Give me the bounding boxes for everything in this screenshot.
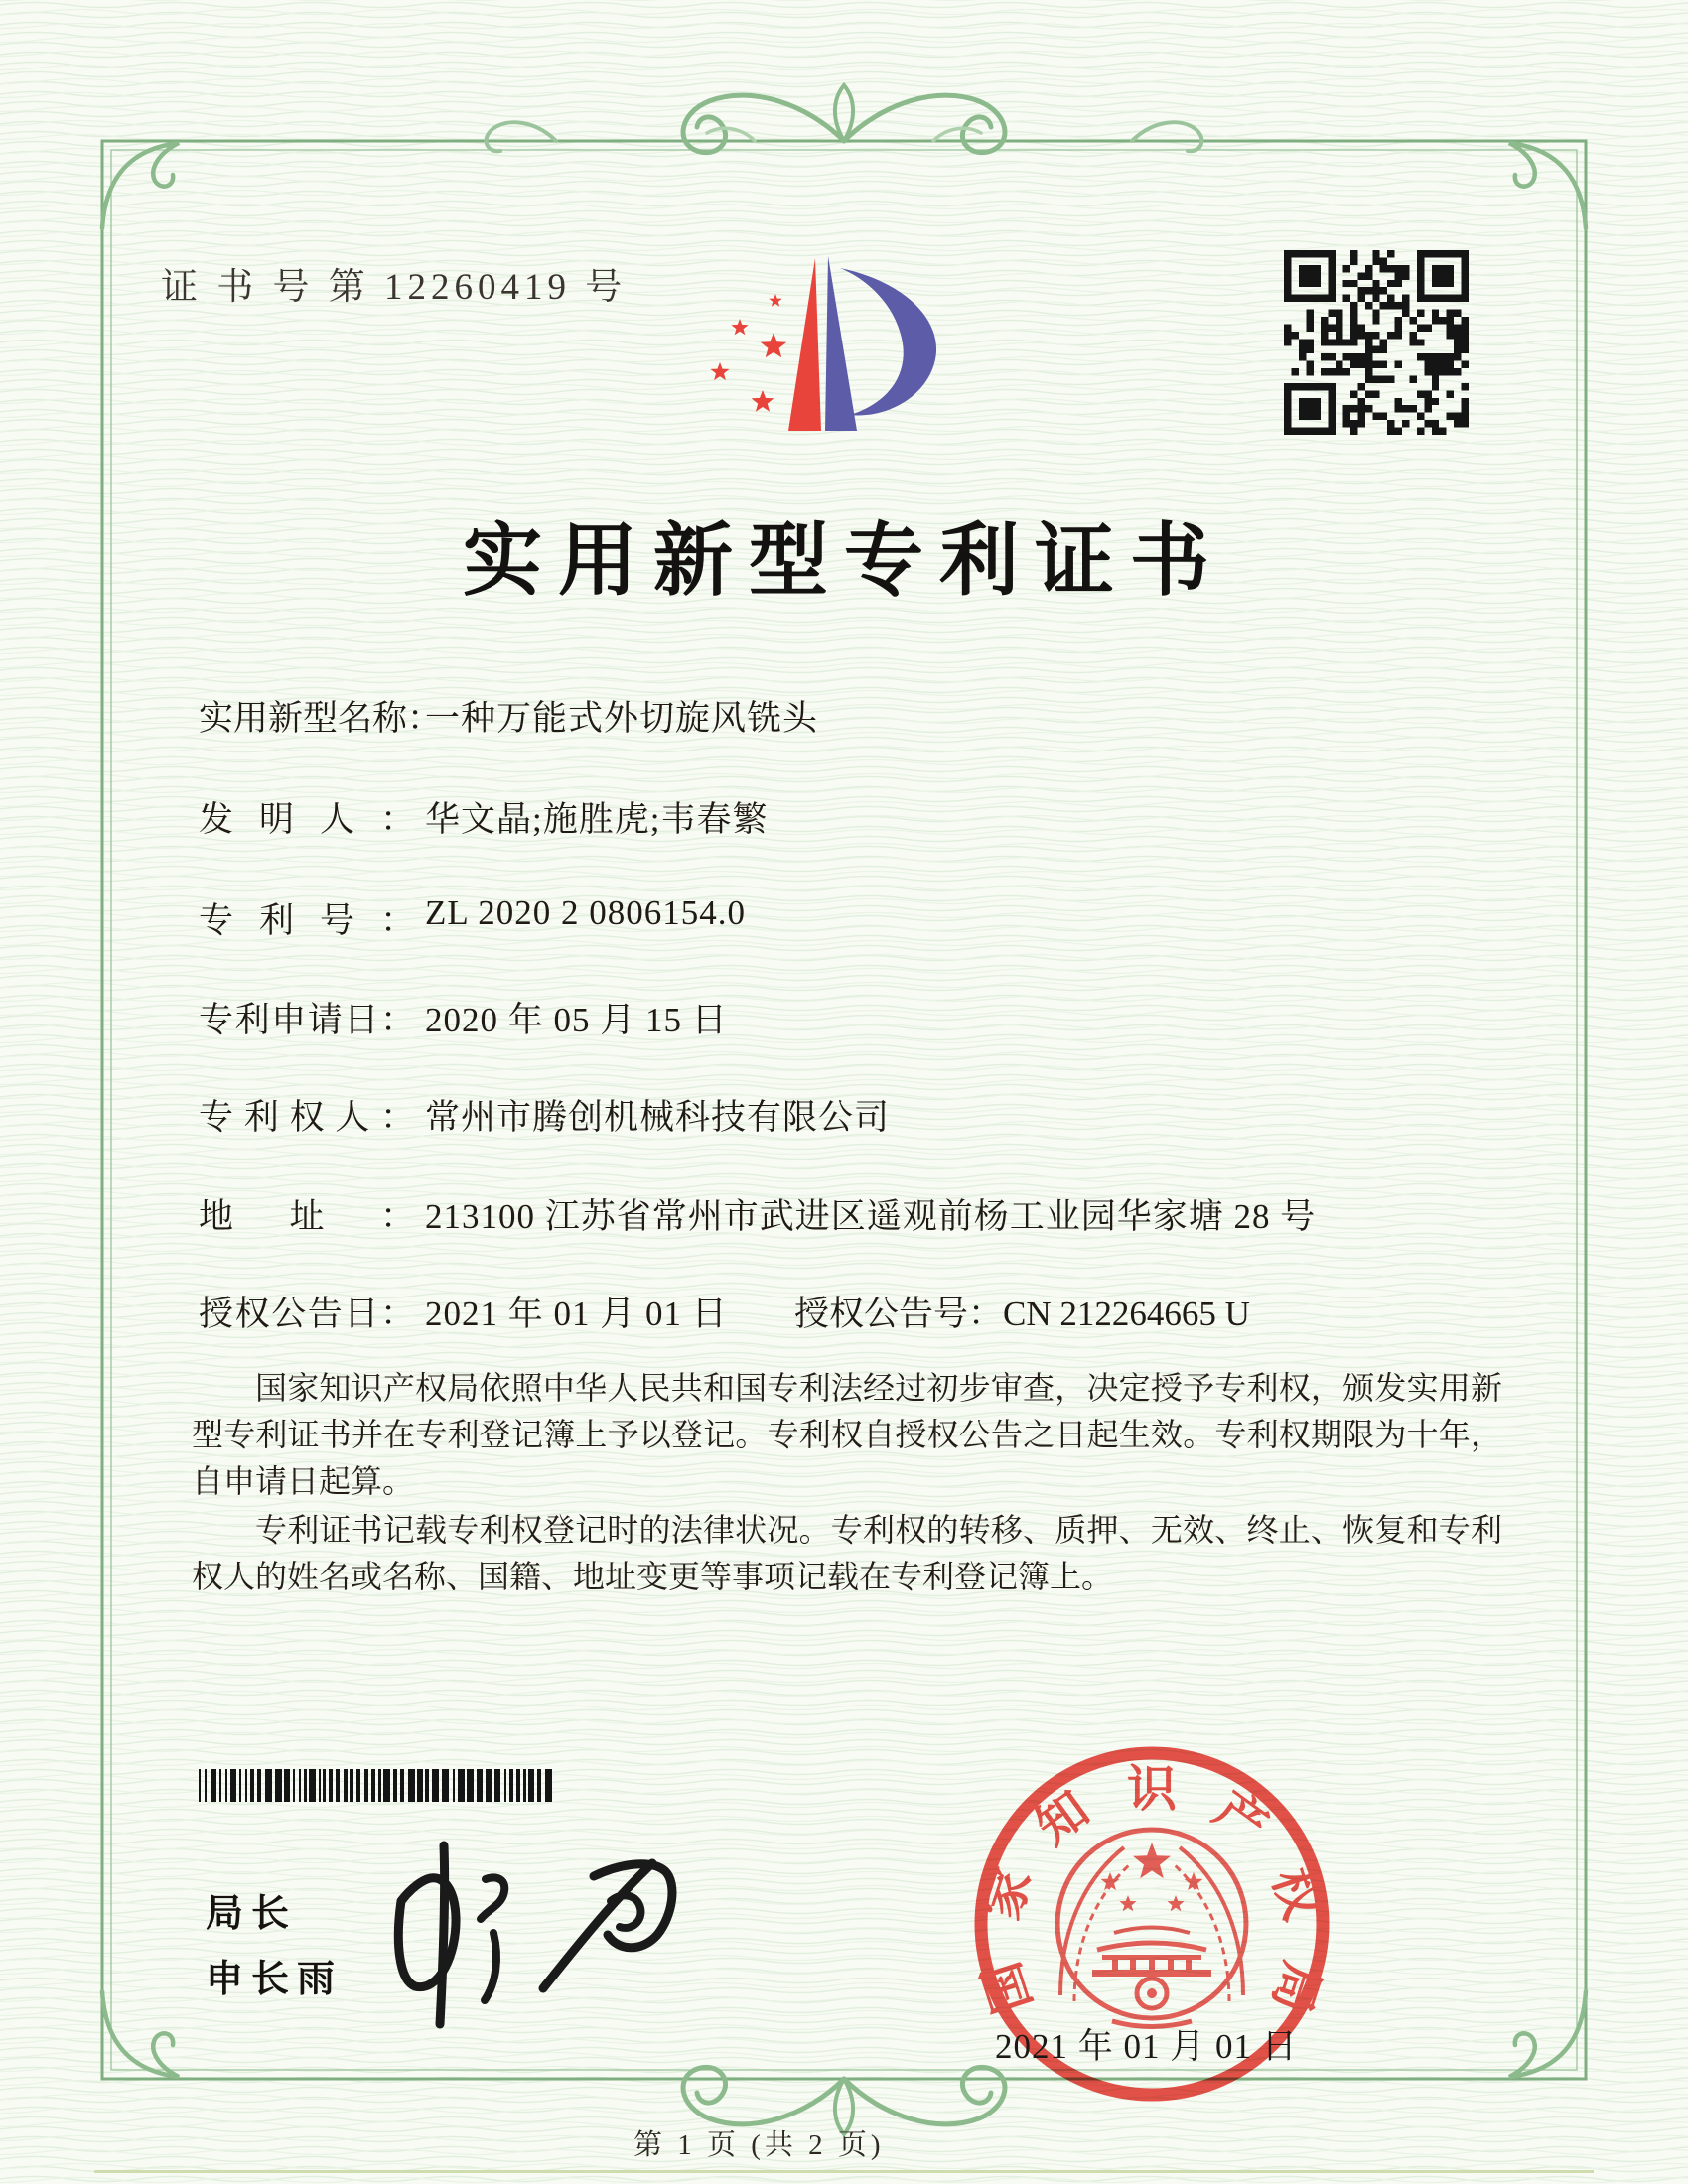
barcode-bar xyxy=(486,1769,492,1802)
barcode-bar xyxy=(523,1769,526,1802)
barcode-bar xyxy=(442,1769,449,1802)
barcode-bar xyxy=(458,1769,465,1802)
barcode-bar xyxy=(545,1769,552,1802)
field-row-patentee xyxy=(199,1090,890,1140)
svg-text:产: 产 xyxy=(1204,1780,1278,1855)
field-row-grant-date xyxy=(199,1287,728,1336)
field-row-patent-no xyxy=(199,893,746,943)
barcode-bar xyxy=(344,1769,348,1802)
barcode-bar xyxy=(417,1769,423,1802)
field-label: 授权公告号： xyxy=(794,1295,1004,1333)
seal-date: 2021 年 01 月 01 日 xyxy=(995,2027,1298,2066)
barcode-bar xyxy=(509,1769,513,1802)
grant-number xyxy=(794,1287,1250,1336)
field-label: 专利申请日： xyxy=(199,1001,415,1039)
svg-text:权: 权 xyxy=(1262,1861,1331,1927)
barcode-bar xyxy=(309,1769,316,1802)
barcode-bar xyxy=(250,1769,254,1802)
barcode-bar xyxy=(275,1769,282,1802)
field-row-name xyxy=(199,691,818,741)
certificate-number: 证 书 号 第 12260419 号 xyxy=(161,267,628,308)
barcode-bar xyxy=(323,1769,326,1802)
field-value: 2020 年 05 月 15 日 xyxy=(425,1001,728,1039)
svg-text:知: 知 xyxy=(1026,1780,1099,1855)
barcode-bar xyxy=(393,1769,397,1802)
field-label: 实用新型名称： xyxy=(199,699,443,738)
barcode-bar xyxy=(371,1769,375,1802)
barcode-bar xyxy=(257,1769,261,1802)
barcode-bar xyxy=(299,1769,301,1802)
field-label: 地址： xyxy=(199,1197,415,1236)
cnipa-logo-icon xyxy=(683,230,951,439)
certificate-title: 实用新型专利证书 xyxy=(463,518,1225,606)
signer-name: 申长雨 xyxy=(206,1959,344,2000)
field-value: 一种万能式外切旋风铣头 xyxy=(425,699,819,738)
barcode-bar xyxy=(400,1769,404,1802)
field-row-filing-date xyxy=(199,993,728,1042)
barcode-bar xyxy=(350,1769,353,1802)
barcode-bar xyxy=(516,1769,520,1802)
field-value: 2021 年 01 月 01 日 xyxy=(425,1295,728,1333)
field-label: 发明人： xyxy=(199,800,415,839)
field-value: 华文晶;施胜虎;韦春繁 xyxy=(425,800,769,839)
body-paragraph-2: 专利证书记载专利权登记时的法律状况。专利权的转移、质押、无效、终止、恢复和专利权人的姓名或名称、国籍、地址变更等事项记载在专利登记簿上。 xyxy=(192,1512,1502,1594)
field-value: 213100 江苏省常州市武进区遥观前杨工业园华家塘 28 号 xyxy=(425,1197,1317,1236)
field-value: 常州市腾创机械科技有限公司 xyxy=(425,1098,891,1137)
barcode xyxy=(199,1769,561,1802)
barcode-bar xyxy=(494,1769,500,1802)
barcode-bar xyxy=(245,1769,247,1802)
barcode-bar xyxy=(239,1769,241,1802)
scan-edge-line xyxy=(94,2170,1594,2173)
flourish-top-sides xyxy=(487,122,1202,151)
barcode-bar xyxy=(284,1769,290,1802)
barcode-bar xyxy=(383,1769,390,1802)
svg-text:国: 国 xyxy=(973,1955,1042,2020)
barcode-bar xyxy=(293,1769,295,1802)
barcode-bar xyxy=(356,1769,360,1802)
svg-text:局: 局 xyxy=(1262,1955,1331,2020)
barcode-bar xyxy=(537,1769,541,1802)
barcode-bar xyxy=(319,1769,321,1802)
barcode-bar xyxy=(211,1769,216,1802)
barcode-bar xyxy=(378,1769,381,1802)
field-value: CN 212264665 U xyxy=(1003,1295,1250,1333)
barcode-bar xyxy=(205,1769,207,1802)
barcode-bar xyxy=(265,1769,272,1802)
barcode-bar xyxy=(225,1769,227,1802)
barcode-bar xyxy=(467,1769,474,1802)
barcode-bar xyxy=(199,1769,201,1802)
barcode-bar xyxy=(364,1769,368,1802)
barcode-bar xyxy=(504,1769,506,1802)
body-paragraph-1: 国家知识产权局依照中华人民共和国专利法经过初步审查，决定授予专利权，颁发实用新型专利证书并在专利登记簿上予以登记。专利权自授权公告之日起生效。专利权期限为十年，自申请日起算。 xyxy=(192,1370,1502,1499)
field-row-address xyxy=(199,1189,1316,1239)
barcode-bar xyxy=(432,1769,439,1802)
page-footer: 第 1 页 (共 2 页) xyxy=(633,2129,885,2161)
barcode-bar xyxy=(304,1769,307,1802)
field-value: ZL 2020 2 0806154.0 xyxy=(425,893,746,932)
barcode-bar xyxy=(329,1769,333,1802)
signature-handwriting-icon xyxy=(377,1829,685,2039)
field-label: 专利号： xyxy=(199,901,415,940)
barcode-bar xyxy=(453,1769,455,1802)
svg-text:识: 识 xyxy=(1127,1761,1177,1817)
svg-text:家: 家 xyxy=(973,1861,1042,1927)
field-label: 专利权人： xyxy=(199,1098,415,1137)
barcode-bar xyxy=(336,1769,340,1802)
barcode-bar xyxy=(425,1769,429,1802)
seal-national-emblem-icon xyxy=(1057,1830,1246,2027)
barcode-bar xyxy=(408,1769,415,1802)
qr-code xyxy=(1284,250,1469,435)
field-row-inventors xyxy=(199,792,768,842)
barcode-bar xyxy=(230,1769,236,1802)
barcode-bar xyxy=(219,1769,221,1802)
barcode-bar xyxy=(477,1769,483,1802)
field-label: 授权公告日： xyxy=(199,1295,415,1333)
barcode-bar xyxy=(528,1769,534,1802)
signer-title: 局长 xyxy=(206,1893,298,1935)
